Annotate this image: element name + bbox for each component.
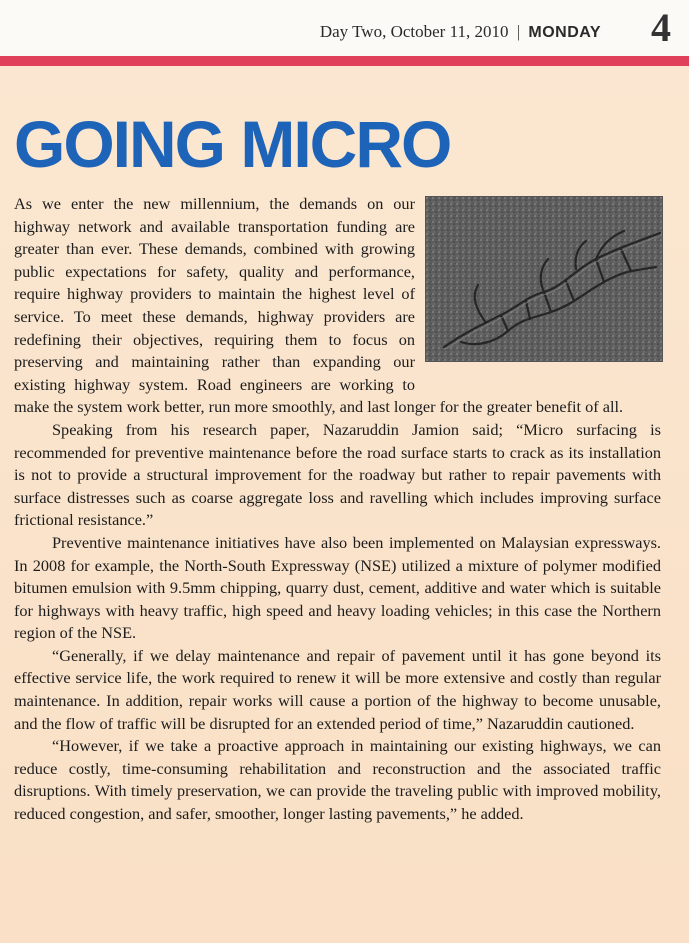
paragraph-1: As we enter the new millennium, the demands on our highway network and available transportation funding are greater than ever. These demands, combined with growing public expectations for safety, quality and performance, require highway providers to maintain the highest level of service. To meet these demands, highway providers are redefining their objectives, requiring them to focus on preserving and maintaining rather than expanding our existing highway system. Road engineers are working to make the system work better, run more smoothly, and last longer for the greater benefit of all. (14, 194, 624, 417)
page-number: 4 (651, 5, 671, 50)
page-header (0, 0, 689, 56)
article-headline: GOING MICRO (14, 107, 451, 181)
dateline-bar (320, 22, 601, 42)
paragraph-4: “Generally, if we delay maintenance and repair of pavement until it has gone beyond its effective service life, the work required to renew it will be more extensive and costly than regular maintenance. In addition, repair works will cause a portion of the highway to become unusable, and the flow of traffic will be disrupted for an extended period of time,” Nazaruddin cautioned. (14, 645, 661, 733)
paragraph-5: “However, if we take a proactive approach in maintaining our existing highways, we can reduce costly, time-consuming rehabilitation and reconstruction and the associated traffic disruptions. With timely preservation, we can provide the traveling public with improved mobility, reduced congestion, and safer, smoother, longer lasting pavements,” he added. (14, 736, 661, 824)
photo-wrap-spacer (415, 193, 661, 380)
weekday-label: MONDAY (528, 24, 601, 41)
article-body (14, 193, 661, 826)
header-separator: | (516, 22, 521, 41)
paragraph-3: Preventive maintenance initiatives have also been implemented on Malaysian expressways. In 2008 for example, the North-South Expressway (NSE) utilized a mixture of polymer modified bitumen emulsion with 9.5mm chipping, quarry dust, cement, additive and water which is suitable for highways with heavy traffic, high speed and heavy loading vehicles; in this case the Northern region of the NSE. (14, 532, 661, 643)
paragraph-2: Speaking from his research paper, Nazaruddin Jamion said; “Micro surfacing is recommended for preventive maintenance before the road surface starts to crack as its installation is not to provide a structural improvement for the roadway but rather to repair pavements with surface distresses such as coarse aggregate loss and ravelling which includes improving surface frictional resistance.” (14, 419, 661, 530)
dateline: Day Two, October 11, 2010 (319, 22, 509, 41)
header-rule (0, 56, 689, 66)
